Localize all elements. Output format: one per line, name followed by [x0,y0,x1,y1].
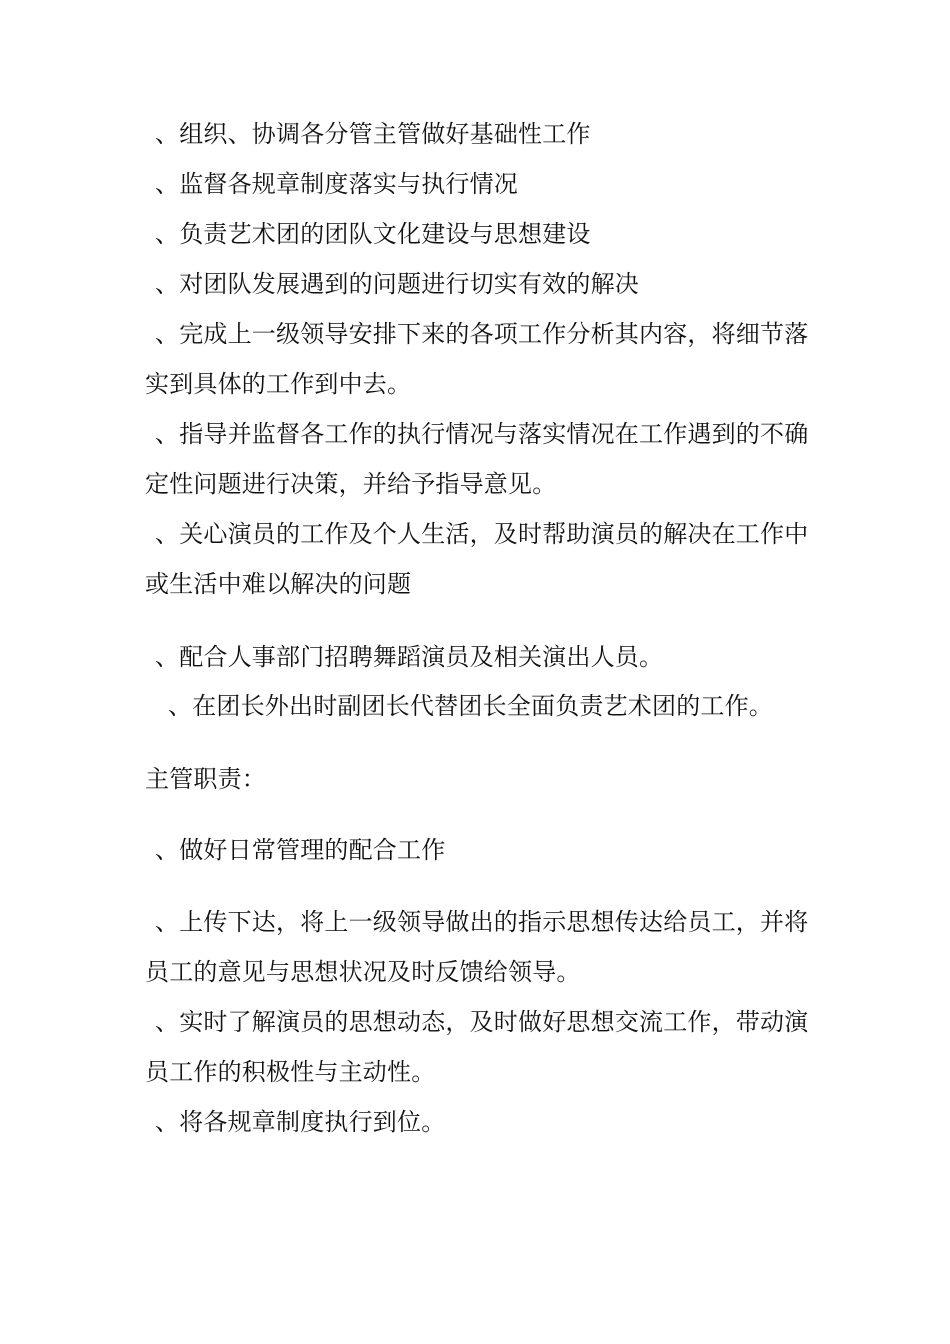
duty-item: 、指导并监督各工作的执行情况与落实情况在工作遇到的不确 [155,420,809,448]
duty-item: 、对团队发展遇到的问题进行切实有效的解决 [155,270,639,298]
duty-item-continuation: 员工作的积极性与主动性。 [145,1058,436,1086]
duty-item: 、组织、协调各分管主管做好基础性工作 [155,120,591,148]
duty-item: 、负责艺术团的团队文化建设与思想建设 [155,220,591,248]
duty-item: 、上传下达，将上一级领导做出的指示思想传达给员工，并将 [155,908,809,936]
duty-item: 、关心演员的工作及个人生活，及时帮助演员的解决在工作中 [155,520,809,548]
duty-item: 、将各规章制度执行到位。 [155,1108,446,1136]
duty-item: 、监督各规章制度落实与执行情况 [155,170,518,198]
duty-item: 、在团长外出时副团长代替团长全面负责艺术团的工作。 [168,692,773,720]
duty-item: 、配合人事部门招聘舞蹈演员及相关演出人员。 [155,643,664,671]
duty-item-continuation: 实到具体的工作到中去。 [145,370,412,398]
duty-item: 、完成上一级领导安排下来的各项工作分析其内容，将细节落 [155,320,809,348]
duty-item: 、实时了解演员的思想动态，及时做好思想交流工作，带动演 [155,1008,809,1036]
duty-item-continuation: 定性问题进行决策，并给予指导意见。 [145,470,557,498]
duty-item-continuation: 员工的意见与思想状况及时反馈给领导。 [145,958,581,986]
section-heading: 主管职责： [145,765,266,793]
duty-item: 、做好日常管理的配合工作 [155,836,446,864]
duty-item-continuation: 或生活中难以解决的问题 [145,570,412,598]
